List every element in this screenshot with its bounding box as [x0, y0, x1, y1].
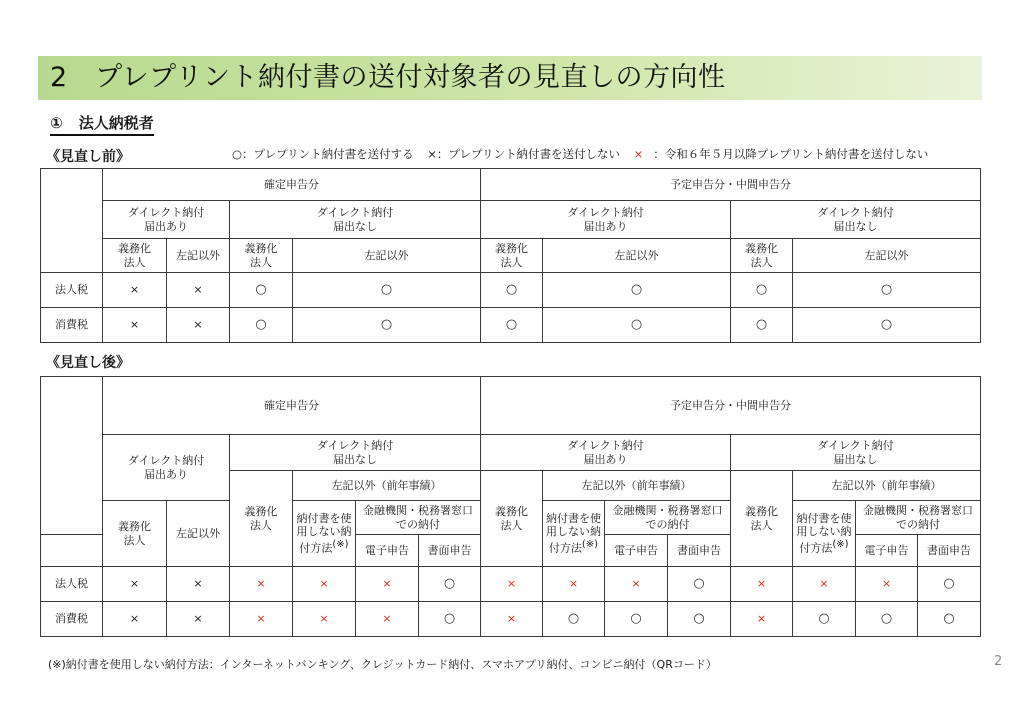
data-cell: ×	[793, 567, 856, 602]
header-direct-nashi-text: ダイレクト納付 届出なし	[316, 205, 394, 233]
header-direct-ari-2-text: ダイレクト納付 届出あり	[567, 438, 644, 466]
data-cell: ×	[230, 567, 293, 602]
data-cell: ○	[481, 273, 543, 308]
header-other-prev: 左記以外（前年事績）	[293, 471, 481, 501]
section-subtitle	[50, 112, 154, 136]
data-cell: ○	[605, 602, 668, 637]
bank-text: 金融機関・税務署窓口 での納付	[363, 503, 473, 531]
page-number: 2	[994, 654, 1003, 669]
header-direct-ari-text: ダイレクト納付 届出あり	[127, 205, 205, 233]
header-leaf	[793, 239, 981, 273]
data-cell: ○	[731, 308, 793, 343]
before-label: 《見直し前》	[46, 149, 130, 165]
table-corner	[41, 377, 103, 535]
header-gimu	[481, 471, 543, 567]
before-table	[40, 168, 981, 343]
legend-send: ○：プレプリント納付書を送付する	[232, 147, 414, 161]
data-cell: ○	[293, 308, 481, 343]
header-direct-nashi	[230, 201, 481, 239]
table-corner	[41, 169, 103, 273]
header-yotei: 予定申告分・中間申告分	[481, 377, 981, 435]
leaf-text: 義務化 法人	[244, 241, 278, 269]
page-title: 2 プレプリント納付書の送付対象者の見直しの方向性	[50, 62, 726, 93]
row-label: 法人税	[41, 273, 103, 308]
leaf-text: 左記以外	[614, 248, 659, 262]
header-leaf	[230, 239, 293, 273]
data-cell: ×	[103, 273, 167, 308]
header-e-filing: 電子申告	[856, 535, 918, 567]
header-leaf	[103, 501, 167, 567]
data-cell: ○	[668, 602, 731, 637]
data-cell: ○	[793, 602, 856, 637]
header-e-filing: 電子申告	[605, 535, 668, 567]
gimu-text: 義務化 法人	[495, 504, 528, 532]
header-kakutei: 確定申告分	[103, 169, 481, 201]
no-paper-text: 納付書を使 用しない納 付方法	[796, 511, 852, 555]
leaf-text: 左記以外	[364, 248, 409, 262]
no-paper-text: 納付書を使 用しない納 付方法	[296, 511, 352, 555]
subtitle-number: ①	[50, 114, 63, 132]
header-direct-nashi-2-text: ダイレクト納付 届出なし	[817, 438, 894, 466]
header-bank	[856, 501, 981, 535]
header-paper-filing: 書面申告	[419, 535, 481, 567]
header-no-paper	[543, 501, 605, 567]
leaf-text: 義務化 法人	[495, 241, 528, 269]
data-cell: ○	[293, 273, 481, 308]
header-leaf	[103, 239, 167, 273]
data-cell: ×	[605, 567, 668, 602]
header-bank	[605, 501, 731, 535]
data-cell: ○	[731, 273, 793, 308]
data-cell: ×	[481, 567, 543, 602]
header-leaf	[293, 239, 481, 273]
data-cell: ×	[167, 308, 230, 343]
table-row	[41, 567, 981, 602]
header-paper-filing: 書面申告	[918, 535, 981, 567]
data-cell: ×	[167, 273, 230, 308]
corner-gap	[41, 535, 103, 567]
leaf-text: 義務化 法人	[118, 241, 151, 269]
header-leaf	[167, 239, 230, 273]
row-label: 法人税	[41, 567, 103, 602]
leaf-text: 義務化 法人	[745, 241, 778, 269]
header-direct-nashi	[230, 435, 481, 471]
header-leaf	[543, 239, 731, 273]
bank-text: 金融機関・税務署窓口 での納付	[612, 503, 723, 531]
data-cell: ○	[419, 602, 481, 637]
data-cell: ○	[230, 273, 293, 308]
after-table	[40, 376, 981, 637]
header-direct-nashi-2	[731, 201, 981, 239]
table-row	[41, 602, 981, 637]
data-cell: ○	[419, 567, 481, 602]
table-row	[41, 308, 981, 343]
header-direct-nashi-2	[731, 435, 981, 471]
after-label: 《見直し後》	[46, 355, 130, 371]
data-cell: ○	[793, 273, 981, 308]
data-cell: ○	[918, 567, 981, 602]
legend-future: × ：令和６年５月以降プレプリント納付書を送付しない	[633, 147, 929, 161]
header-gimu	[731, 471, 793, 567]
footnote: (※)納付書を使用しない納付方法：インターネットバンキング、クレジットカード納付、スマホアプリ納付、コンビニ納付（QRコード）	[48, 658, 717, 671]
bank-text: 金融機関・税務署窓口 での納付	[863, 503, 973, 531]
header-paper-filing: 書面申告	[668, 535, 731, 567]
data-cell: ○	[668, 567, 731, 602]
header-leaf	[481, 239, 543, 273]
no-paper-text: 納付書を使 用しない納 付方法	[546, 511, 601, 555]
data-cell: ×	[103, 602, 167, 637]
data-cell: ×	[167, 602, 230, 637]
legend	[232, 146, 948, 162]
data-cell: ×	[103, 308, 167, 343]
data-cell: ×	[293, 567, 356, 602]
no-paper-mark: (※)	[332, 539, 349, 551]
header-direct-ari-text: ダイレクト納付 届出あり	[127, 453, 205, 481]
header-gimu	[230, 471, 293, 567]
leaf-text: 左記以外	[176, 526, 220, 540]
data-cell: ○	[230, 308, 293, 343]
legend-future-text: ：令和６年５月以降プレプリント納付書を送付しない	[653, 147, 929, 161]
leaf-text: 左記以外	[176, 248, 220, 262]
data-cell: ×	[481, 602, 543, 637]
header-bank	[356, 501, 481, 535]
gimu-text: 義務化 法人	[244, 504, 278, 532]
row-label: 消費税	[41, 308, 103, 343]
data-cell: ○	[543, 273, 731, 308]
subtitle-text: 法人納税者	[78, 114, 154, 132]
data-cell: ○	[918, 602, 981, 637]
header-yotei: 予定申告分・中間申告分	[481, 169, 981, 201]
header-kakutei: 確定申告分	[103, 377, 481, 435]
data-cell: ×	[356, 567, 419, 602]
data-cell: ○	[481, 308, 543, 343]
gimu-text: 義務化 法人	[745, 504, 778, 532]
table-row	[41, 273, 981, 308]
data-cell: ×	[731, 602, 793, 637]
header-no-paper	[793, 501, 856, 567]
data-cell: ○	[793, 308, 981, 343]
header-direct-ari-2-text: ダイレクト納付 届出あり	[567, 205, 644, 233]
data-cell: ×	[293, 602, 356, 637]
data-cell: ×	[543, 567, 605, 602]
data-cell: ○	[856, 602, 918, 637]
header-direct-nashi-2-text: ダイレクト納付 届出なし	[817, 205, 894, 233]
data-cell: ×	[230, 602, 293, 637]
header-e-filing: 電子申告	[356, 535, 419, 567]
header-other-prev: 左記以外（前年事績）	[793, 471, 981, 501]
header-no-paper	[293, 501, 356, 567]
data-cell: ×	[731, 567, 793, 602]
header-leaf	[731, 239, 793, 273]
no-paper-mark: (※)	[581, 539, 599, 551]
data-cell: ×	[103, 567, 167, 602]
data-cell: ×	[356, 602, 419, 637]
data-cell: ○	[543, 308, 731, 343]
header-other-prev: 左記以外（前年事績）	[543, 471, 731, 501]
row-label: 消費税	[41, 602, 103, 637]
header-direct-ari	[103, 435, 230, 501]
header-direct-ari-2	[481, 435, 731, 471]
legend-nosend: ×：プレプリント納付書を送付しない	[427, 147, 620, 161]
data-cell: ×	[856, 567, 918, 602]
header-direct-nashi-text: ダイレクト納付 届出なし	[316, 438, 394, 466]
header-direct-ari-2	[481, 201, 731, 239]
no-paper-mark: (※)	[832, 539, 849, 551]
header-direct-ari	[103, 201, 230, 239]
data-cell: ×	[167, 567, 230, 602]
leaf-text: 左記以外	[864, 248, 909, 262]
header-leaf	[167, 501, 230, 567]
data-cell: ○	[543, 602, 605, 637]
leaf-text: 義務化 法人	[118, 519, 151, 547]
